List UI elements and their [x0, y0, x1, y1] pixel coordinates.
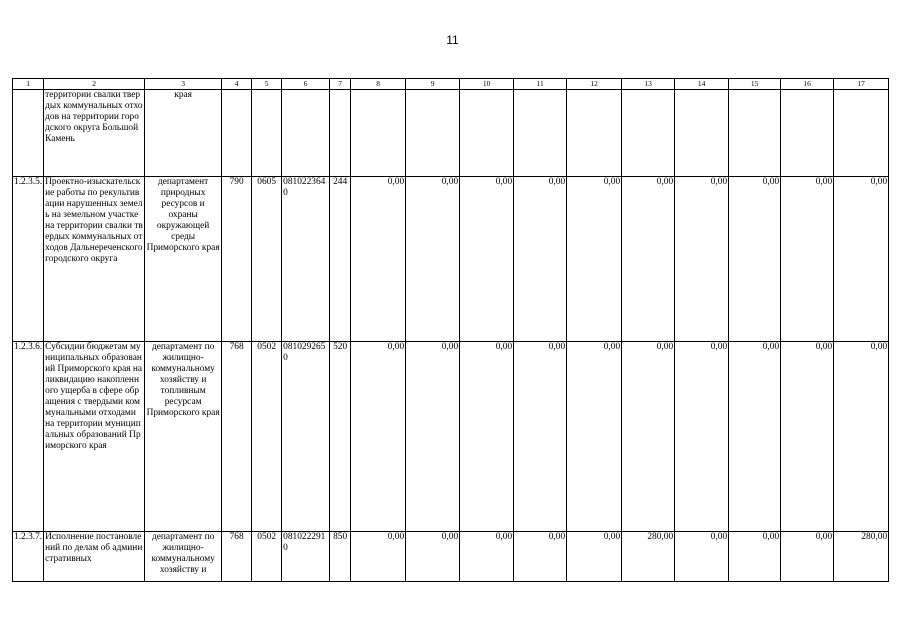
cell-value [567, 90, 622, 177]
cell-value [252, 90, 282, 177]
cell-value: 0502 [252, 342, 282, 532]
cell-value: 0,00 [622, 342, 675, 532]
cell-value: 0,00 [834, 342, 889, 532]
column-header: 17 [834, 79, 889, 90]
cell-value: 768 [222, 532, 252, 582]
cell-value: 0,00 [514, 342, 567, 532]
cell-value: 0,00 [406, 342, 460, 532]
cell-value: 0,00 [406, 532, 460, 582]
column-header: 14 [675, 79, 729, 90]
cell-value: 0,00 [675, 177, 729, 342]
page-number: 11 [446, 33, 459, 47]
cell-value [675, 90, 729, 177]
cell-value: 280,00 [622, 532, 675, 582]
row-name: Исполнение постановлений по делам об административных [44, 532, 145, 582]
cell-value: 0605 [252, 177, 282, 342]
column-header: 13 [622, 79, 675, 90]
responsible-executor: департамент по жилищно-коммунальному хозяйству и топливным ресурсам Приморского края [145, 342, 222, 532]
cell-value: 0502 [252, 532, 282, 582]
cell-value: 0810223640 [282, 177, 330, 342]
row-name: Субсидии бюджетам муниципальных образований Приморского края на ликвидацию накопленного ущерба в сфере обращения с твердыми коммунальными отходами на территории муниципальных образований Приморского края [44, 342, 145, 532]
row-name: территории свалки твердых коммунальных отходов на территории городского округа Большой Камень [44, 90, 145, 177]
cell-value: 0810222910 [282, 532, 330, 582]
table-row [13, 342, 889, 532]
column-header: 1 [13, 79, 44, 90]
cell-value: 790 [222, 177, 252, 342]
budget-table [12, 78, 889, 582]
cell-value: 0,00 [675, 532, 729, 582]
cell-value: 0,00 [460, 532, 514, 582]
cell-value [729, 90, 781, 177]
row-code: 1.2.3.5. [13, 177, 44, 342]
cell-value: 0,00 [781, 532, 834, 582]
cell-value: 0,00 [460, 342, 514, 532]
column-header: 3 [145, 79, 222, 90]
cell-value: 0,00 [675, 342, 729, 532]
cell-value [460, 90, 514, 177]
cell-value: 0,00 [567, 342, 622, 532]
responsible-executor: края [145, 90, 222, 177]
cell-value [781, 90, 834, 177]
column-header: 2 [44, 79, 145, 90]
column-header: 11 [514, 79, 567, 90]
cell-value [622, 90, 675, 177]
column-header: 7 [330, 79, 351, 90]
column-header: 6 [282, 79, 330, 90]
column-header: 9 [406, 79, 460, 90]
cell-value [222, 90, 252, 177]
table-row [13, 532, 889, 582]
cell-value: 0,00 [514, 532, 567, 582]
cell-value: 0810292650 [282, 342, 330, 532]
column-header: 16 [781, 79, 834, 90]
cell-value [282, 90, 330, 177]
cell-value: 0,00 [351, 177, 406, 342]
column-header: 15 [729, 79, 781, 90]
column-header: 4 [222, 79, 252, 90]
column-header: 12 [567, 79, 622, 90]
responsible-executor: департамент по жилищно-коммунальному хозяйству и [145, 532, 222, 582]
cell-value [351, 90, 406, 177]
column-header: 10 [460, 79, 514, 90]
cell-value: 0,00 [351, 342, 406, 532]
cell-value: 0,00 [834, 177, 889, 342]
cell-value: 850 [330, 532, 351, 582]
responsible-executor: департамент природных ресурсов и охраны окружающей среды Приморского края [145, 177, 222, 342]
cell-value: 768 [222, 342, 252, 532]
header-row [13, 79, 889, 90]
cell-value: 520 [330, 342, 351, 532]
cell-value: 0,00 [781, 177, 834, 342]
row-name: Проектно-изыскательские работы по рекультивации нарушенных земель на земельном участке на территории свалки твердых коммунальных отходов Дальнереченского городского округа [44, 177, 145, 342]
cell-value: 0,00 [351, 532, 406, 582]
cell-value: 0,00 [567, 177, 622, 342]
table-row [13, 90, 889, 177]
cell-value: 0,00 [514, 177, 567, 342]
cell-value: 0,00 [460, 177, 514, 342]
cell-value: 0,00 [729, 532, 781, 582]
cell-value [514, 90, 567, 177]
row-code [13, 90, 44, 177]
table-row [13, 177, 889, 342]
cell-value: 0,00 [567, 532, 622, 582]
cell-value: 0,00 [622, 177, 675, 342]
cell-value [330, 90, 351, 177]
column-header: 5 [252, 79, 282, 90]
cell-value: 0,00 [406, 177, 460, 342]
cell-value: 0,00 [781, 342, 834, 532]
row-code: 1.2.3.6. [13, 342, 44, 532]
row-code: 1.2.3.7. [13, 532, 44, 582]
cell-value: 0,00 [729, 342, 781, 532]
cell-value [406, 90, 460, 177]
cell-value: 244 [330, 177, 351, 342]
cell-value: 0,00 [729, 177, 781, 342]
column-header: 8 [351, 79, 406, 90]
cell-value [834, 90, 889, 177]
cell-value: 280,00 [834, 532, 889, 582]
